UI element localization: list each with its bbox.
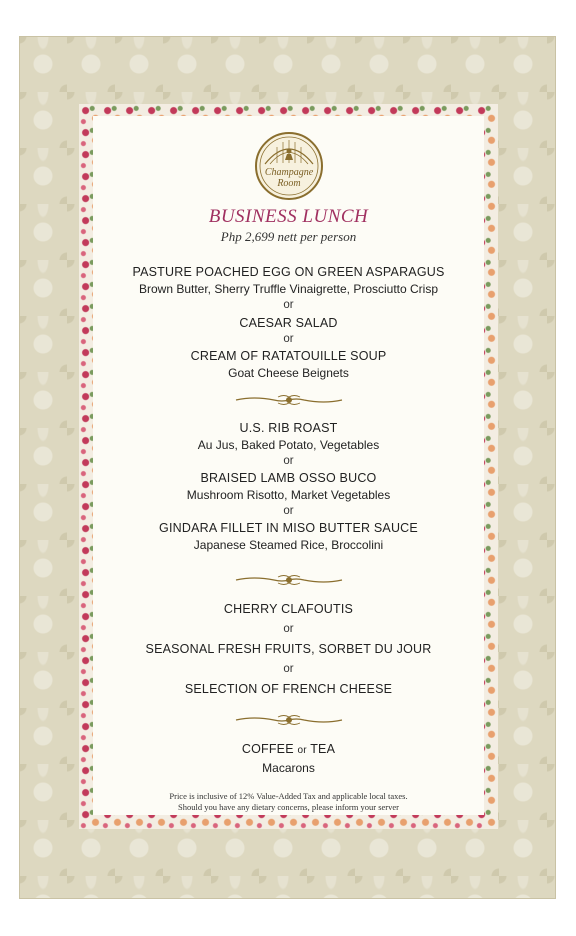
- course2-desc3: Japanese Steamed Rice, Broccolini: [193, 538, 384, 552]
- course2-item2: BRAISED LAMB OSSO BUCO: [200, 471, 377, 485]
- course4-coffee: COFFEE: [241, 742, 294, 756]
- course1-item3: CREAM OF RATATOUILLE SOUP: [190, 349, 387, 363]
- course1-or1: or: [283, 299, 294, 311]
- footer-line1: Price is inclusive of 12% Value-Added Tax and applicable local taxes.: [169, 791, 408, 801]
- course3-item3: SELECTION OF FRENCH CHEESE: [184, 682, 393, 696]
- course1-desc1: Brown Butter, Sherry Truffle Vinaigrette, Prosciutto Crisp: [138, 282, 439, 296]
- course3-item2: SEASONAL FRESH FRUITS, SORBET DU JOUR: [145, 642, 432, 656]
- ornament-divider-3: [234, 713, 344, 727]
- footer-line2: Should you have any dietary concerns, please inform your server: [178, 802, 399, 812]
- logo-line2: Room: [276, 178, 301, 189]
- course1-desc3: Goat Cheese Beignets: [228, 366, 349, 380]
- course2-desc2: Mushroom Risotto, Market Vegetables: [186, 488, 391, 502]
- course2-item1: U.S. RIB ROAST: [239, 421, 338, 435]
- course3-or2: or: [283, 663, 294, 675]
- ornament-divider-2: [234, 573, 344, 587]
- course4-desc: Macarons: [262, 761, 315, 775]
- course4-tea: TEA: [310, 742, 336, 756]
- course2-desc1: Au Jus, Baked Potato, Vegetables: [197, 438, 380, 452]
- menu-panel: [93, 116, 484, 815]
- course3-item1: CHERRY CLAFOUTIS: [223, 602, 354, 616]
- course1-item2: CAESAR SALAD: [239, 316, 338, 330]
- ornament-divider-1: [234, 393, 344, 407]
- course2-item3: GINDARA FILLET IN MISO BUTTER SAUCE: [159, 521, 418, 535]
- menu-title: BUSINESS LUNCH: [208, 206, 369, 227]
- course1-item1: PASTURE POACHED EGG ON GREEN ASPARAGUS: [132, 265, 445, 279]
- course1-or2: or: [283, 333, 294, 345]
- champagne-room-logo: [253, 130, 325, 202]
- course3-or1: or: [283, 623, 294, 635]
- course2-or2: or: [283, 505, 294, 517]
- course4-beverage: [93, 742, 484, 756]
- menu-price: Php 2,699 nett per person: [220, 229, 357, 244]
- logo-line1: Champagne: [264, 167, 313, 178]
- course4-or: or: [297, 745, 307, 756]
- course2-or1: or: [283, 455, 294, 467]
